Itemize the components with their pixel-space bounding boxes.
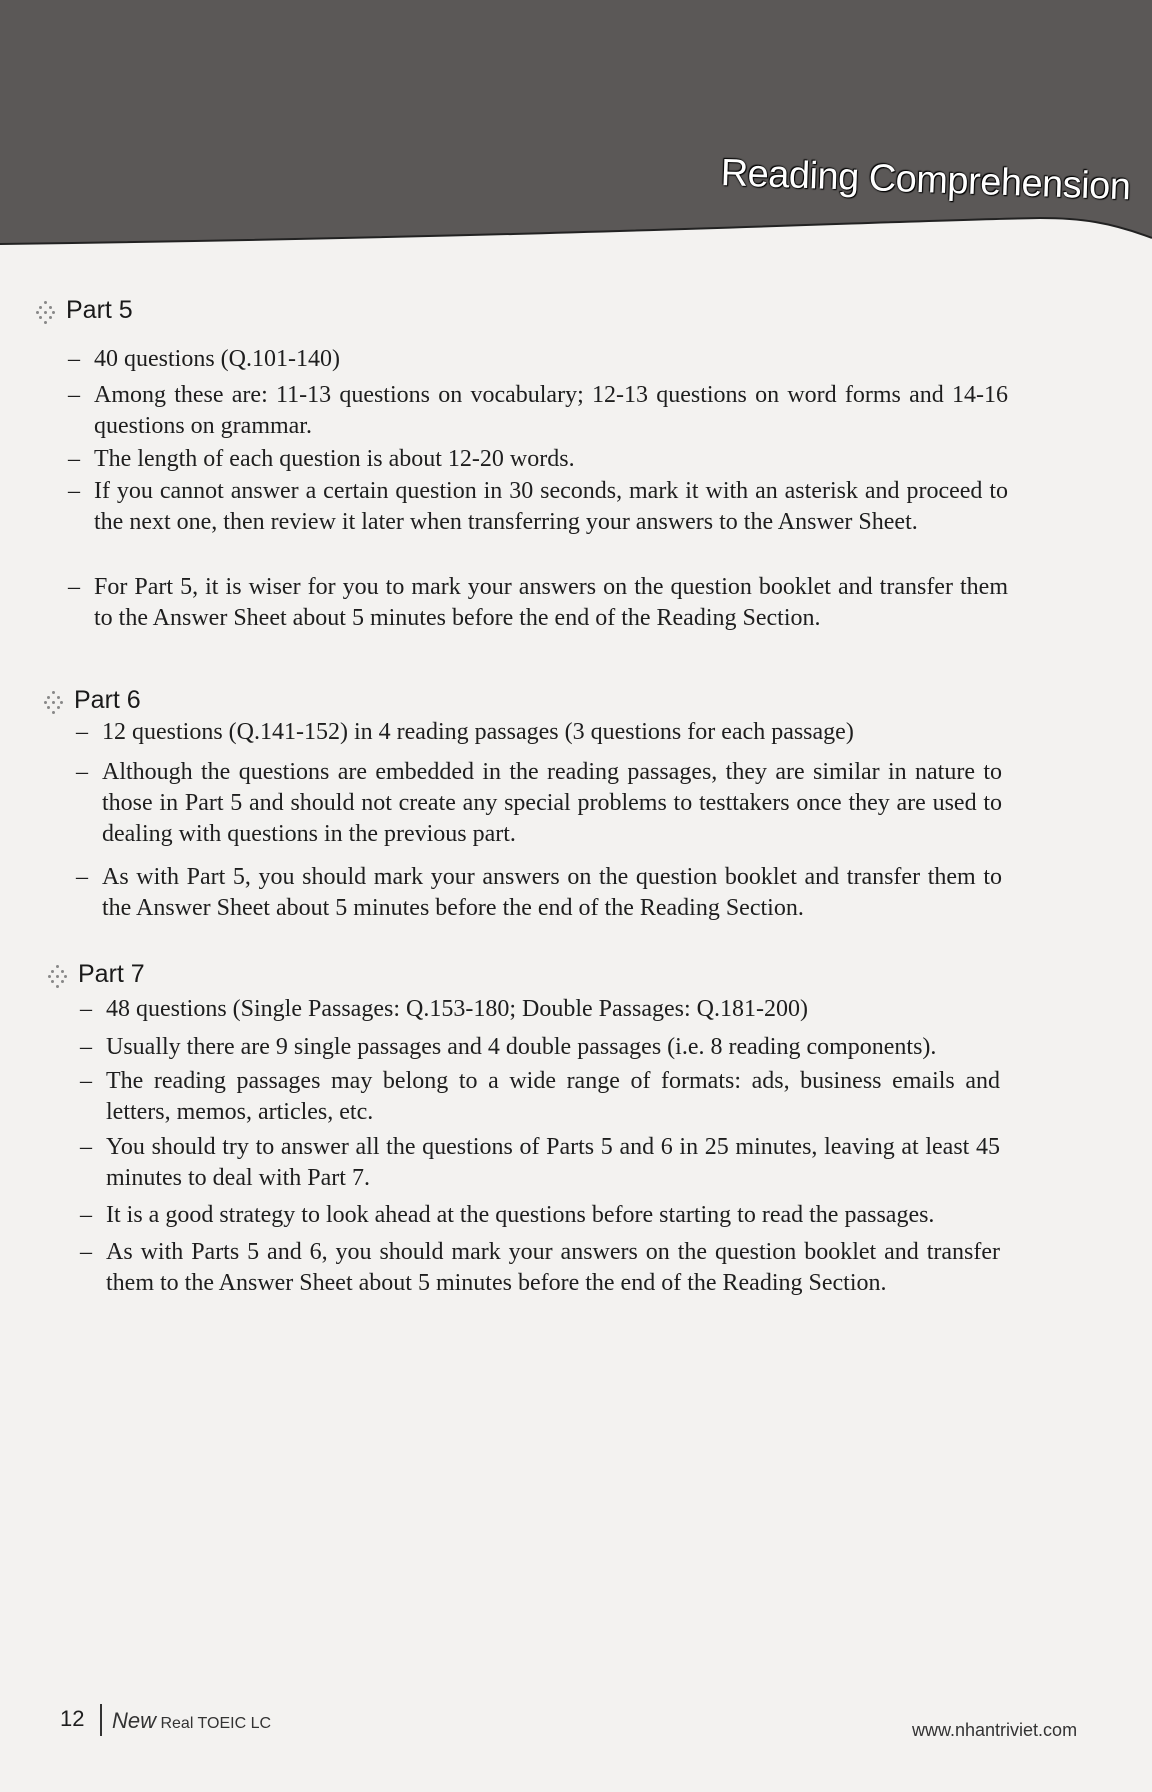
list-item-text: As with Part 5, you should mark your answers on the question booklet and transfer them to the Answer Sheet about 5 minutes before the end of the Reading Section.	[102, 864, 1002, 921]
part-title: Part 5	[66, 296, 133, 324]
dash-bullet: –	[76, 759, 88, 785]
list-item	[80, 1237, 1000, 1299]
list-item	[68, 572, 1008, 634]
section-title: Reading Comprehension	[720, 152, 1132, 209]
list-item	[68, 444, 1008, 475]
header-band	[0, 0, 1152, 260]
list-item-text: You should try to answer all the questions of Parts 5 and 6 in 25 minutes, leaving at least 45 minutes to deal with Part 7.	[106, 1134, 1000, 1191]
dash-bullet: –	[80, 996, 92, 1022]
dash-bullet: –	[80, 1239, 92, 1265]
list-item-text: For Part 5, it is wiser for you to mark your answers on the question booklet and transfer them to the Answer Sheet about 5 minutes before the end of the Reading Section.	[94, 574, 1008, 631]
dash-bullet: –	[68, 346, 80, 372]
list-item-text: 48 questions (Single Passages: Q.153-180; Double Passages: Q.181-200)	[106, 996, 808, 1022]
list-item-text: Usually there are 9 single passages and 4 double passages (i.e. 8 reading components).	[106, 1034, 937, 1060]
dash-bullet: –	[68, 478, 80, 504]
dash-bullet: –	[68, 446, 80, 472]
list-item	[80, 1032, 1000, 1063]
list-item-text: Among these are: 11-13 questions on vocabulary; 12-13 questions on word forms and 14-16 questions on grammar.	[94, 382, 1008, 439]
footer-divider	[100, 1704, 102, 1736]
list-item-text: 12 questions (Q.141-152) in 4 reading passages (3 questions for each passage)	[102, 719, 854, 745]
list-item	[76, 717, 1002, 748]
dash-bullet: –	[76, 864, 88, 890]
dotted-bullet-icon	[48, 965, 68, 985]
list-item	[76, 757, 1002, 850]
list-item-text: As with Parts 5 and 6, you should mark your answers on the question booklet and transfer them to the Answer Sheet about 5 minutes before the end of the Reading Section.	[106, 1239, 1000, 1296]
publisher-url: www.nhantriviet.com	[912, 1720, 1078, 1740]
list-item-text: It is a good strategy to look ahead at the questions before starting to read the passages.	[106, 1202, 935, 1228]
book-title	[112, 1708, 271, 1734]
dash-bullet: –	[68, 382, 80, 408]
list-item	[80, 994, 1000, 1025]
dash-bullet: –	[80, 1034, 92, 1060]
part-heading	[44, 686, 141, 715]
dash-bullet: –	[80, 1202, 92, 1228]
dotted-bullet-icon	[44, 691, 64, 711]
dash-bullet: –	[80, 1068, 92, 1094]
list-item-text: If you cannot answer a certain question in 30 seconds, mark it with an asterisk and proceed to the next one, then review it later when transferring your answers to the Answer Sheet.	[94, 478, 1008, 535]
dotted-bullet-icon	[36, 301, 56, 321]
part-title: Part 7	[78, 960, 145, 988]
list-item-text: 40 questions (Q.101-140)	[94, 346, 340, 372]
part-heading	[36, 296, 133, 325]
part-heading	[48, 960, 145, 989]
dash-bullet: –	[76, 719, 88, 745]
list-item-text: The reading passages may belong to a wide range of formats: ads, business emails and letters, memos, articles, etc.	[106, 1068, 1000, 1125]
dash-bullet: –	[80, 1134, 92, 1160]
dash-bullet: –	[68, 574, 80, 600]
list-item-text: The length of each question is about 12-20 words.	[94, 446, 575, 472]
list-item	[68, 380, 1008, 442]
page-number: 12	[60, 1706, 85, 1731]
list-item	[80, 1200, 1000, 1231]
book-title-new: New	[112, 1708, 157, 1733]
part-title: Part 6	[74, 686, 141, 714]
book-title-rest: Real TOEIC LC	[160, 1715, 272, 1732]
list-item	[80, 1132, 1000, 1194]
list-item	[76, 862, 1002, 924]
list-item-text: Although the questions are embedded in the reading passages, they are similar in nature to those in Part 5 and should not create any special problems to testtakers once they are used to dealing with questions in the previous part.	[102, 759, 1002, 847]
list-item	[80, 1066, 1000, 1128]
list-item	[68, 476, 1008, 538]
list-item	[68, 344, 1008, 375]
